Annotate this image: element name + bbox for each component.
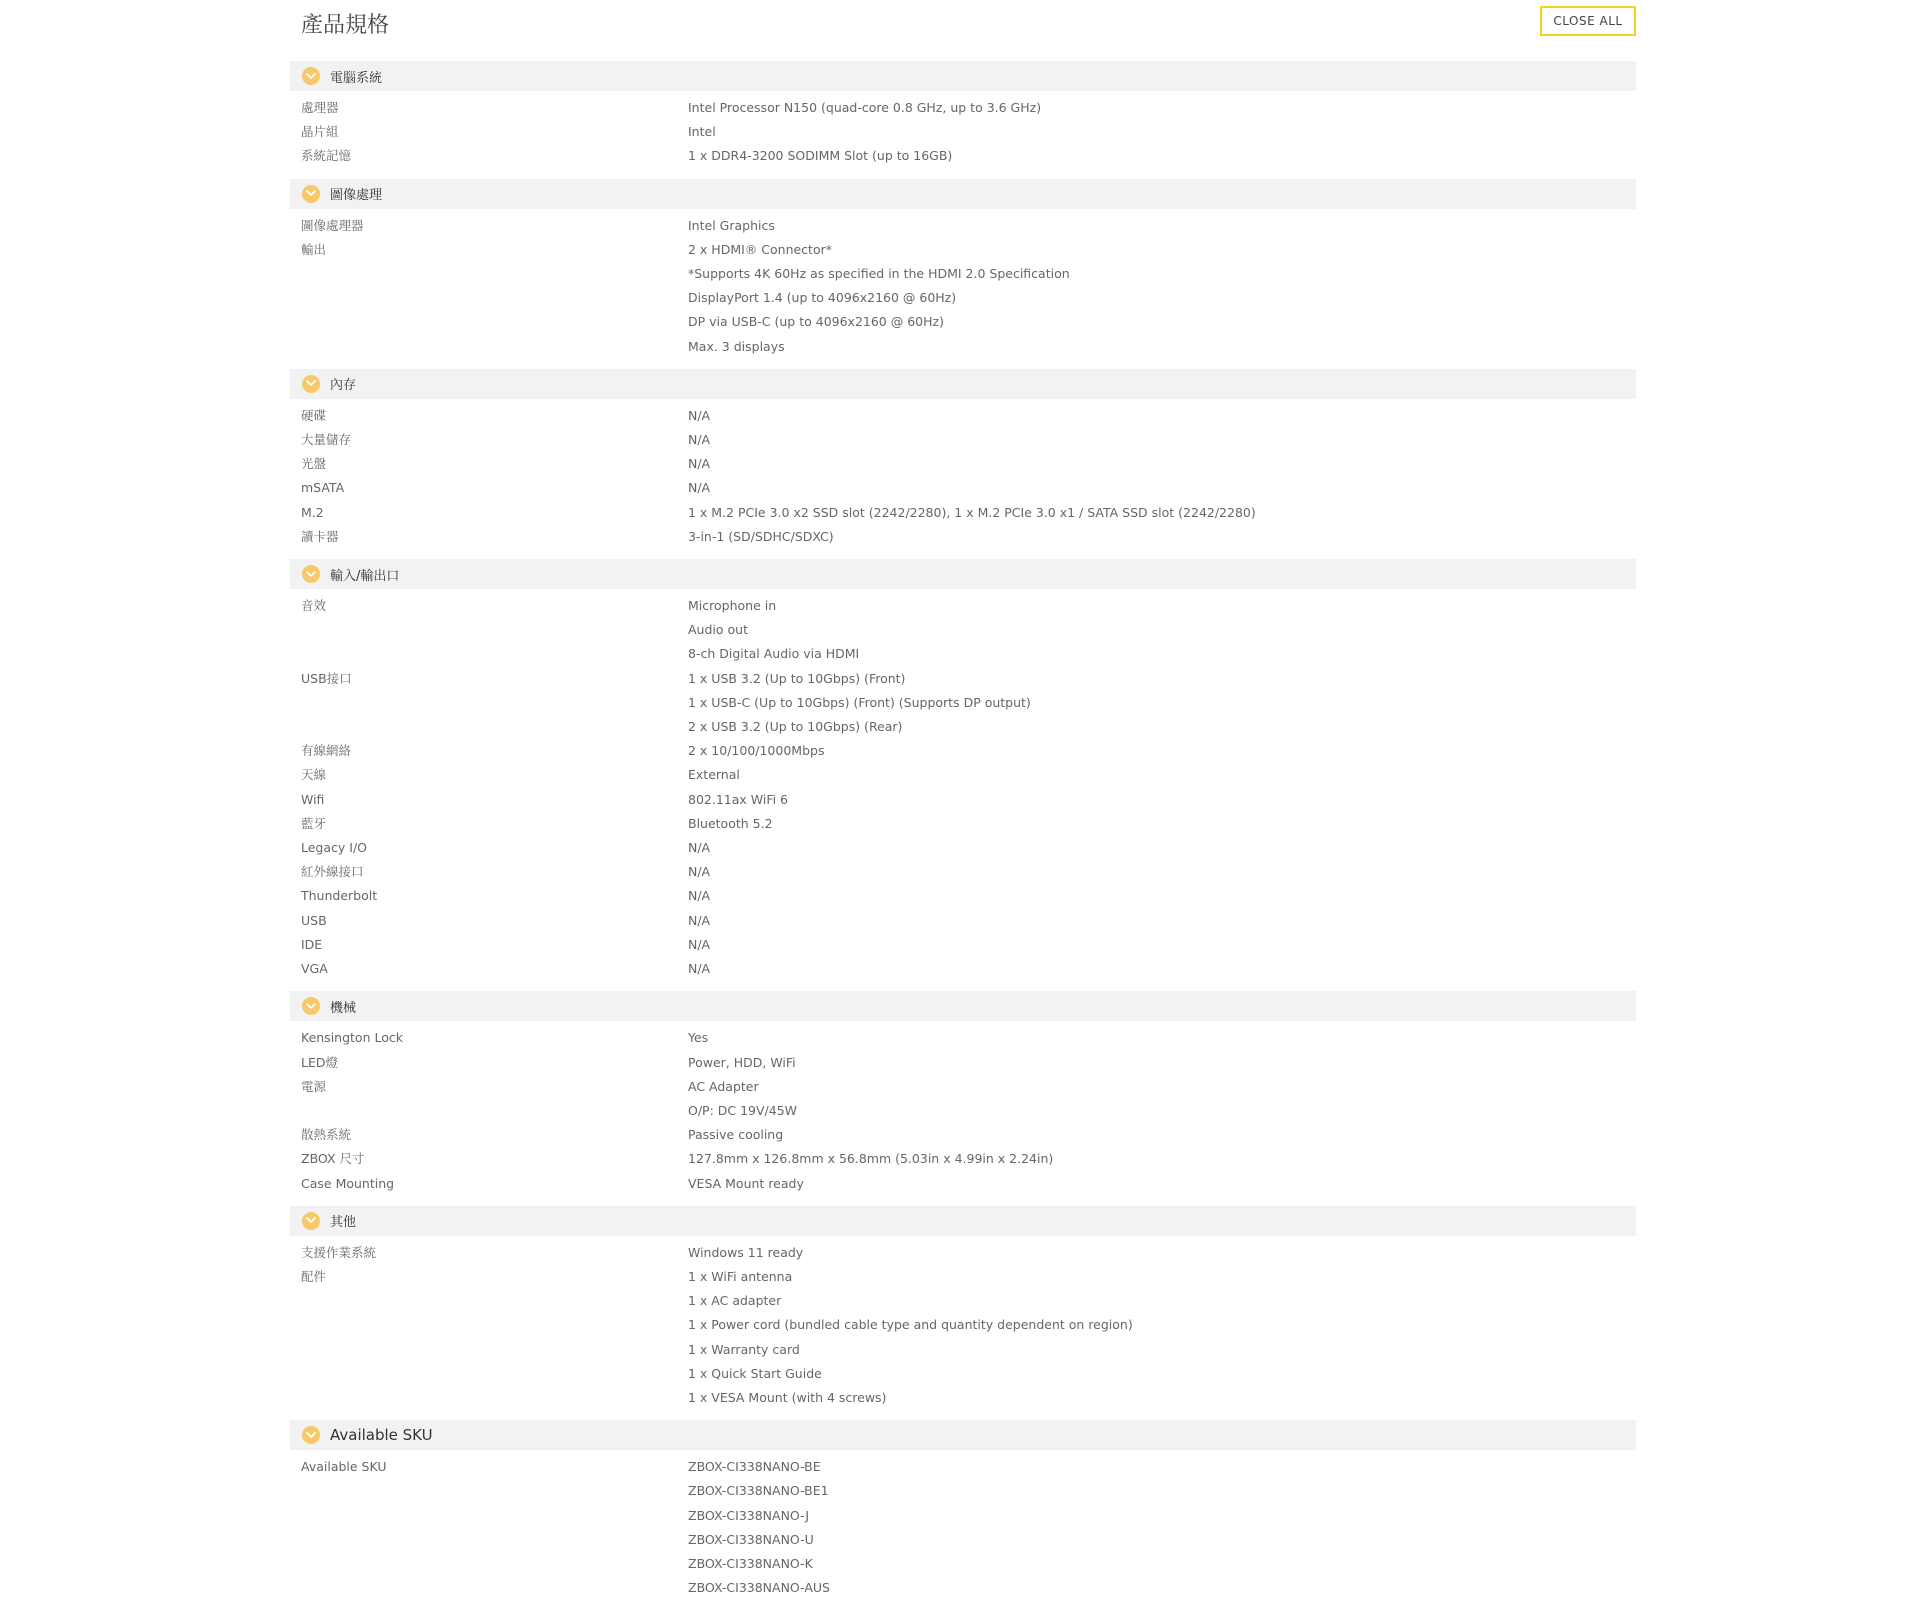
section-header[interactable] [290,179,1636,209]
spec-value: Microphone in [688,598,777,614]
spec-row [290,763,1636,787]
spec-section [290,559,1636,991]
spec-label: 大量儲存 [301,432,352,448]
spec-row [290,1455,1636,1600]
spec-value: VESA Mount ready [688,1175,804,1191]
chevron-down-icon[interactable] [302,565,320,583]
spec-value: ZBOX-CI338NANO-U [688,1531,814,1547]
spec-row [290,933,1636,957]
spec-row [290,836,1636,860]
section-title: 電腦系統 [330,70,383,86]
page-title: 產品規格 [301,13,390,38]
spec-label: 配件 [301,1268,327,1284]
spec-label: 處理器 [301,100,339,115]
spec-rows [290,399,1636,559]
spec-label: 支援作業系統 [301,1244,377,1260]
spec-value: N/A [688,864,711,880]
spec-label: 紅外線接口 [301,864,364,880]
spec-row [290,214,1636,238]
spec-value: 802.11ax WiFi 6 [688,791,789,807]
spec-values [688,739,1636,763]
spec-value: N/A [688,936,711,952]
spec-label: 光盤 [301,456,327,472]
spec-value: ZBOX-CI338NANO-J [688,1507,810,1523]
spec-row [290,428,1636,452]
spec-row [290,96,1636,120]
spec-value: 1 x Quick Start Guide [688,1365,822,1381]
spec-value: 2 x HDMI® Connector* [688,241,832,257]
spec-value: DisplayPort 1.4 (up to 4096x2160 @ 60Hz) [688,290,957,306]
spec-value: ZBOX-CI338NANO-K [688,1555,813,1571]
spec-label: LED燈 [301,1054,338,1070]
spec-label: Kensington Lock [301,1030,403,1046]
chevron-down-icon[interactable] [302,1212,320,1230]
spec-values [688,1075,1636,1123]
spec-value: 2 x 10/100/1000Mbps [688,743,825,759]
spec-section [290,1420,1636,1610]
spec-value: 1 x WiFi antenna [688,1268,793,1284]
spec-values [688,763,1636,787]
spec-label: 讀卡器 [301,528,339,544]
spec-row [290,1026,1636,1050]
section-header[interactable] [290,1206,1636,1236]
spec-value: Bluetooth 5.2 [688,815,773,831]
spec-values [688,1026,1636,1050]
spec-row [290,884,1636,908]
spec-value: N/A [688,456,711,472]
spec-label: mSATA [301,480,345,496]
spec-label: 輸出 [301,241,327,257]
chevron-down-icon[interactable] [302,185,320,203]
spec-label: 天線 [301,767,327,783]
spec-row [290,957,1636,981]
spec-section [290,369,1636,559]
chevron-down-icon[interactable] [302,375,320,393]
spec-value: N/A [688,912,711,928]
spec-value: N/A [688,961,711,977]
spec-value: 127.8mm x 126.8mm x 56.8mm (5.03in x 4.99in x 2.24in) [688,1151,1054,1167]
spec-value: N/A [688,432,711,448]
spec-values [688,1241,1636,1265]
chevron-down-icon[interactable] [302,997,320,1015]
spec-row [290,1123,1636,1147]
spec-label: Case Mounting [301,1175,395,1191]
spec-values [688,525,1636,549]
spec-value: 1 x M.2 PCIe 3.0 x2 SSD slot (2242/2280), 1 x M.2 PCIe 3.0 x1 / SATA SSD slot (2242/2280) [688,504,1256,520]
spec-label: Thunderbolt [301,888,378,904]
section-header[interactable] [290,559,1636,589]
spec-value: 1 x VESA Mount (with 4 screws) [688,1389,887,1405]
spec-row [290,120,1636,144]
spec-label: 系統記憶 [301,148,352,164]
spec-row [290,501,1636,525]
spec-row [290,1172,1636,1196]
spec-values [688,812,1636,836]
spec-label: 硬碟 [301,407,327,423]
spec-sections [290,61,1636,1610]
spec-section [290,61,1636,179]
spec-label: 音效 [301,598,327,614]
spec-value: Intel [688,124,716,140]
spec-values [688,667,1636,740]
spec-label: USB接口 [301,670,352,686]
spec-values [688,501,1636,525]
spec-row [290,144,1636,168]
spec-label: 晶片組 [301,124,339,140]
spec-value: 2 x USB 3.2 (Up to 10Gbps) (Rear) [688,719,903,735]
spec-value: 1 x USB 3.2 (Up to 10Gbps) (Front) [688,670,906,686]
section-title: Available SKU [330,1426,433,1445]
spec-rows [290,1450,1636,1610]
spec-value: ZBOX-CI338NANO-BE1 [688,1483,829,1499]
spec-value: 1 x USB-C (Up to 10Gbps) (Front) (Supports DP output) [688,694,1031,710]
spec-values [688,1051,1636,1075]
spec-value: Windows 11 ready [688,1244,804,1260]
spec-row [290,452,1636,476]
spec-values [688,836,1636,860]
section-title: 機械 [330,1000,357,1016]
spec-label: 圖像處理器 [301,217,364,233]
spec-values [688,476,1636,500]
spec-value: Power, HDD, WiFi [688,1054,796,1070]
spec-rows [290,91,1636,179]
spec-values [688,144,1636,168]
spec-value: N/A [688,840,711,856]
spec-label: 散熱系統 [301,1127,352,1143]
spec-rows [290,1021,1636,1205]
spec-label: M.2 [301,504,324,520]
section-title: 圖像處理 [330,188,383,204]
spec-row [290,812,1636,836]
spec-values [688,120,1636,144]
spec-value: External [688,767,740,783]
spec-values [688,957,1636,981]
spec-row [290,476,1636,500]
spec-section [290,179,1636,369]
spec-label: VGA [301,961,328,977]
spec-row [290,909,1636,933]
spec-value: Max. 3 displays [688,338,785,354]
close-all-button[interactable]: CLOSE ALL [1540,6,1636,36]
spec-value: 1 x AC adapter [688,1293,782,1309]
spec-values [688,452,1636,476]
spec-values [688,404,1636,428]
spec-row [290,1265,1636,1410]
spec-values [688,788,1636,812]
spec-label: USB [301,912,327,928]
spec-rows [290,1236,1636,1420]
spec-value: Intel Processor N150 (quad-core 0.8 GHz, up to 3.6 GHz) [688,100,1042,115]
spec-label: IDE [301,936,323,952]
spec-value: N/A [688,480,711,496]
spec-values [688,428,1636,452]
spec-value: Passive cooling [688,1127,784,1143]
spec-rows [290,589,1636,991]
section-header[interactable] [290,991,1636,1021]
spec-label: Legacy I/O [301,840,368,856]
spec-row [290,525,1636,549]
chevron-down-icon[interactable] [302,1426,320,1444]
spec-row [290,238,1636,359]
spec-values [688,214,1636,238]
spec-values [688,909,1636,933]
spec-label: 藍牙 [301,815,327,831]
spec-label: ZBOX 尺寸 [301,1151,365,1167]
spec-value: ZBOX-CI338NANO-BE [688,1459,821,1475]
spec-row [290,739,1636,763]
spec-row [290,860,1636,884]
spec-values [688,1455,1636,1600]
spec-row [290,1241,1636,1265]
spec-row [290,1075,1636,1123]
spec-values [688,594,1636,667]
section-title: 輸入/輸出口 [330,568,400,584]
chevron-down-icon[interactable] [302,67,320,85]
spec-row [290,1051,1636,1075]
spec-values [688,1147,1636,1171]
section-header[interactable] [290,61,1636,91]
spec-row [290,404,1636,428]
spec-value: N/A [688,888,711,904]
spec-label: 電源 [301,1078,327,1094]
spec-row [290,1147,1636,1171]
spec-value: 1 x Power cord (bundled cable type and quantity dependent on region) [688,1317,1133,1333]
spec-values [688,1265,1636,1410]
spec-values [688,238,1636,359]
section-header[interactable] [290,369,1636,399]
spec-value: 1 x Warranty card [688,1341,800,1357]
spec-rows [290,209,1636,369]
spec-row [290,788,1636,812]
spec-value: 1 x DDR4-3200 SODIMM Slot (up to 16GB) [688,148,953,164]
spec-value: ZBOX-CI338NANO-AUS [688,1580,830,1596]
spec-value: 8-ch Digital Audio via HDMI [688,646,860,662]
spec-value: O/P: DC 19V/45W [688,1102,798,1118]
spec-values [688,96,1636,120]
spec-value: Intel Graphics [688,217,775,233]
spec-value: Yes [688,1030,709,1046]
spec-label: 有線網絡 [301,743,352,759]
spec-row [290,594,1636,667]
spec-value: Audio out [688,622,748,638]
spec-value: DP via USB-C (up to 4096x2160 @ 60Hz) [688,314,944,330]
spec-value: *Supports 4K 60Hz as specified in the HDMI 2.0 Specification [688,266,1070,282]
section-header[interactable] [290,1420,1636,1450]
spec-values [688,860,1636,884]
spec-values [688,1123,1636,1147]
spec-values [688,1172,1636,1196]
spec-values [688,933,1636,957]
spec-row [290,667,1636,740]
section-title: 其他 [330,1215,357,1231]
spec-section [290,991,1636,1205]
spec-value: 3-in-1 (SD/SDHC/SDXC) [688,528,834,544]
spec-section [290,1206,1636,1420]
section-title: 內存 [330,378,357,394]
spec-label: Wifi [301,791,325,807]
spec-value: N/A [688,407,711,423]
spec-label: Available SKU [301,1459,387,1475]
spec-value: AC Adapter [688,1078,759,1094]
spec-values [688,884,1636,908]
